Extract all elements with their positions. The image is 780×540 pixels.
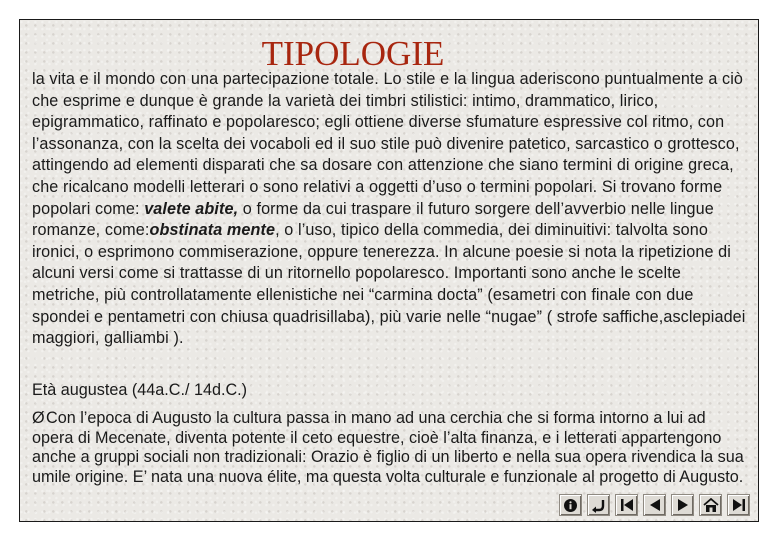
latin-phrase-valete-abite: valete abite, (144, 199, 239, 218)
first-slide-icon (620, 498, 634, 512)
bullet-text: Con l’epoca di Augusto la cultura passa in mano ad una cerchia che si forma intorno a lui ad opera di Mecenate, diventa potente il ceto equestre, cioè l’alta finanza, e i letterati appartengono anche a gruppi sociali non tradizionali: Orazio è figlio di un liberto e nella sua opera rivendica la sua umile origine. E’ nata una nuova élite, ma questa volta culturale e funzionale al progetto di Augusto. (32, 409, 744, 486)
first-slide-button[interactable] (615, 494, 638, 516)
next-slide-button[interactable] (671, 494, 694, 516)
info-icon (563, 498, 578, 513)
home-icon (703, 498, 719, 513)
body-paragraph (32, 69, 748, 350)
previous-slide-button[interactable] (643, 494, 666, 516)
slide-navigation-bar (559, 494, 750, 516)
previous-slide-icon (648, 498, 662, 512)
latin-phrase-obstinata-mente: obstinata mente (149, 221, 276, 240)
paragraph-text-3: , o l’uso, tipico della commedia, dei diminuitivi: talvolta sono ironici, o esprimono commiserazione, oppure tenerezza. In alcune poesie si nota la ripetizione di alcuni versi come si trattasse di un ritornello popolaresco. Importanti sono anche le scelte metriche, più controllatamente ellenistiche nei “carmina docta” (esametri con finale con due spondei e pentametri con chiusa quadrisillaba), più varie nelle “nugae” ( strofe saffiche,asclepiadei maggiori, galliambi ). (32, 221, 746, 348)
bullet-arrow-icon: Ø (32, 409, 45, 427)
slide-title: TIPOLOGIE (261, 34, 445, 73)
era-heading: Età augustea (44a.C./ 14d.C.) (32, 381, 248, 399)
bullet-paragraph (32, 409, 748, 487)
last-slide-button[interactable] (727, 494, 750, 516)
paragraph-text-2: o forme da cui traspare il futuro sorgere dell’avverbio nelle lingue romanze, come: (32, 199, 714, 240)
info-button[interactable] (559, 494, 582, 516)
next-slide-icon (676, 498, 690, 512)
paragraph-text-1: la vita e il mondo con una partecipazione totale. Lo stile e la lingua aderiscono puntualmente a ciò che esprime e dunque è grande la varietà dei timbri stilistici: intimo, drammatico, lirico, epigrammatico, raffinato e popolaresco; egli ottiene diverse sfumature espressive col ritmo, con l’assonanza, con la scelta dei vocaboli ed il suo stile può divenire patetico, sarcastico o grottesco, attingendo ad elementi disparati che sa dosare con attenzione che siano termini di origine greca, che ricalcano modelli letterari o sono relativi a oggetti d’uso o termini popolari. Si trovano forme popolari come: (32, 70, 744, 218)
slide-panel (19, 19, 759, 522)
return-icon (591, 497, 607, 513)
home-button[interactable] (699, 494, 722, 516)
last-slide-icon (732, 498, 746, 512)
return-button[interactable] (587, 494, 610, 516)
